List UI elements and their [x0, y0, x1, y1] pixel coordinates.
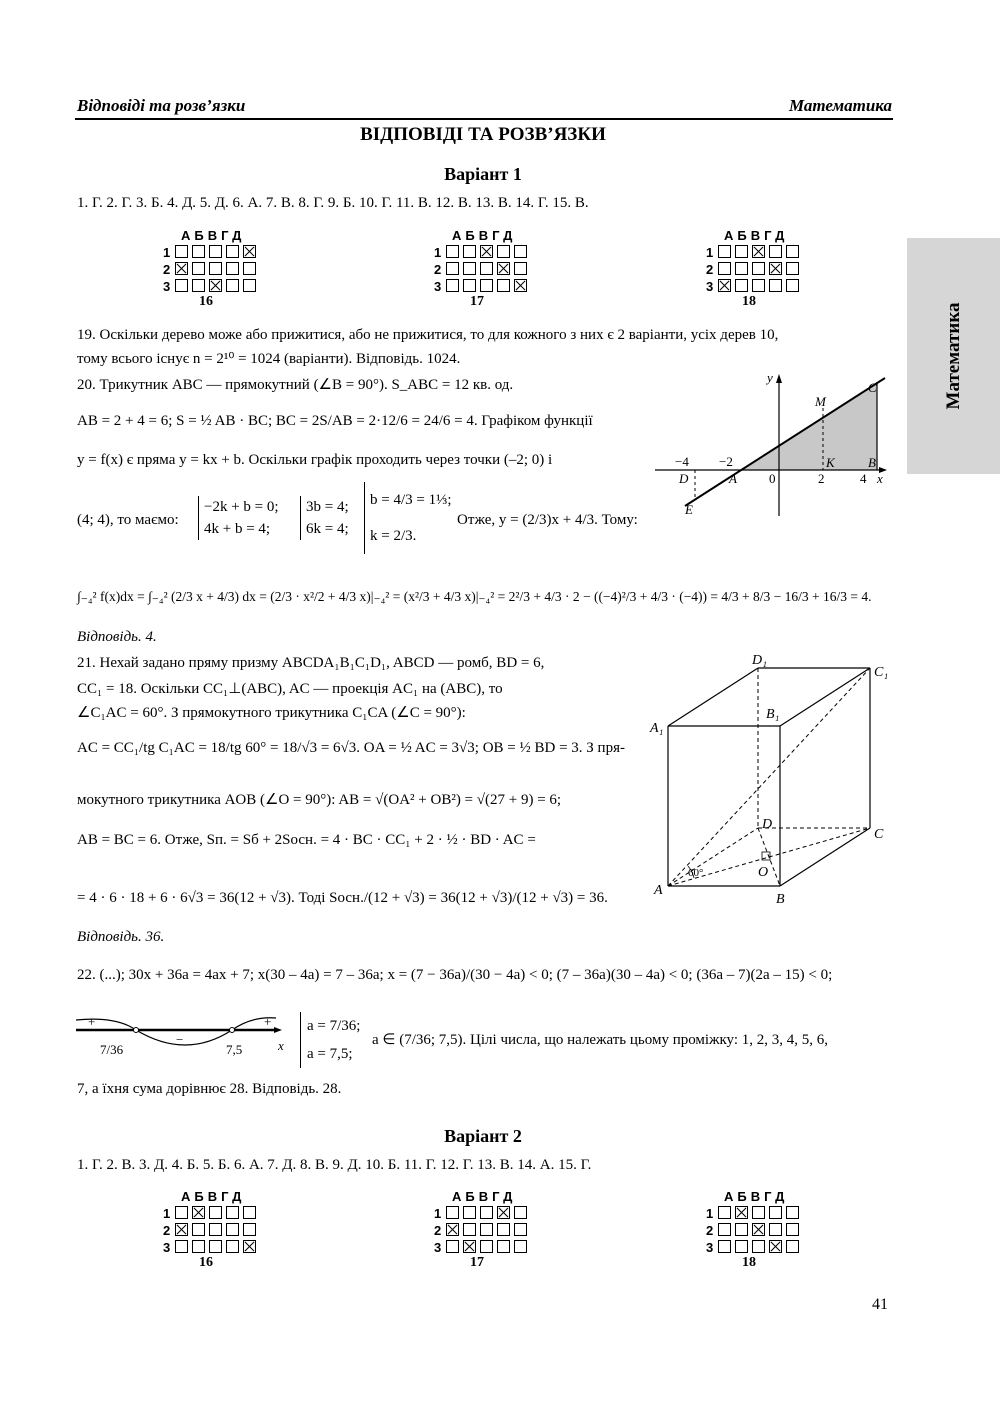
task21-line4: AC = CC₁/tg C₁AC = 18/tg 60° = 18/√3 = 6√3. OA = ½ AC = 3√3; OB = ½ BD = 3. З пря- [77, 740, 625, 756]
grid-row [434, 279, 534, 294]
task20-line4a: (4; 4), то маємо: [77, 512, 179, 528]
task20-system2 [300, 496, 349, 540]
interval-arrow [274, 1027, 282, 1033]
side-tab [907, 238, 1000, 474]
grid-box-marked [769, 262, 782, 275]
grid-box [735, 1240, 748, 1253]
grid-row-number: 2 [434, 1223, 442, 1238]
grid-row [706, 262, 806, 277]
grid-box-marked [446, 1223, 459, 1236]
grid-row-number: 3 [434, 1240, 442, 1255]
task20-line1: 20. Трикутник ABC — прямокутний (∠B = 90°). S_ABC = 12 кв. од. [77, 377, 514, 393]
grid-box [480, 1206, 493, 1219]
grid-box-marked [480, 245, 493, 258]
grid-box [175, 1206, 188, 1219]
grid-box [718, 1240, 731, 1253]
grid-box [769, 1206, 782, 1219]
grid-box [769, 1223, 782, 1236]
task20-answer: Відповідь. 4. [77, 629, 157, 645]
grid-letters: АБВГД [724, 1189, 789, 1204]
grid-box [192, 279, 205, 292]
grid-box [752, 1206, 765, 1219]
sys1-eq1: −2k + b = 0; [204, 499, 279, 515]
grid-box [175, 245, 188, 258]
label-C: C [868, 380, 877, 395]
grid-row-number: 3 [706, 279, 714, 294]
grid-row-number: 3 [163, 1240, 171, 1255]
edge-bc [780, 828, 870, 886]
grid-row [163, 245, 263, 260]
y-axis-arrow [776, 374, 782, 383]
grid-box [243, 1206, 256, 1219]
grid-box [226, 245, 239, 258]
task22-system [300, 1012, 360, 1068]
grid-box [226, 1240, 239, 1253]
grid-box [718, 245, 731, 258]
grid-box [209, 245, 222, 258]
grid-box [769, 245, 782, 258]
variant1-heading: Варіант 1 [444, 164, 522, 184]
grid-letters: АБВГД [181, 1189, 246, 1204]
grid-box [497, 279, 510, 292]
grid-box-marked [243, 245, 256, 258]
grid-box [446, 1206, 459, 1219]
diagonal-ac1 [668, 668, 870, 886]
grid-box-marked [514, 279, 527, 292]
sys3-eq1: b = 4/3 = 1⅓; [370, 492, 452, 508]
grid-box [209, 1223, 222, 1236]
edge-b1c1 [780, 668, 870, 726]
tick-2: 2 [818, 471, 825, 486]
grid-box [769, 279, 782, 292]
sys1-eq2: 4k + b = 4; [204, 521, 271, 537]
grid-box [718, 1223, 731, 1236]
grid-row [434, 1223, 534, 1238]
variant1-answers: 1. Г. 2. Г. 3. Б. 4. Д. 5. Д. 6. А. 7. В. 8. Г. 9. Б. 10. Г. 11. В. 12. В. 13. В. 14. Г. 15. В. [77, 195, 589, 211]
grid-row [163, 1240, 263, 1255]
interval-right-label: 7,5 [226, 1042, 243, 1057]
grid-row-number: 2 [706, 262, 714, 277]
task20-line3: y = f(x) є пряма y = kx + b. Оскільки графік проходить через точки (–2; 0) і [77, 452, 553, 468]
page-title: ВІДПОВІДІ ТА РОЗВ’ЯЗКИ [360, 124, 606, 145]
header-rule [75, 118, 893, 120]
grid-row [706, 1206, 806, 1221]
grid-box [514, 1240, 527, 1253]
sign-plus-left: + [88, 1014, 96, 1029]
grid-box [514, 1206, 527, 1219]
grid-row-number: 1 [163, 245, 171, 260]
grid-box-marked [769, 1240, 782, 1253]
grid-box [786, 1240, 799, 1253]
grid-row-number: 2 [163, 1223, 171, 1238]
grid-box-marked [209, 279, 222, 292]
grid-box [786, 1223, 799, 1236]
label-D1: D₁ [752, 653, 767, 668]
grid-box [446, 1240, 459, 1253]
grid-box [752, 1240, 765, 1253]
sys2-eq1: 3b = 4; [306, 499, 349, 515]
grid-box [446, 262, 459, 275]
grid-row [434, 245, 534, 260]
grid-row [706, 245, 806, 260]
grid-box [209, 262, 222, 275]
answer-grid-18 [706, 228, 816, 316]
task20-integral: ∫₋₄² f(x)dx = ∫₋₄² (2/3 x + 4/3) dx = (2/3 · x²/2 + 4/3 x)|₋₄² = (x²/3 + 4/3 x)|₋₄² = 2²/3 + 4/3 · 2 − ((−4)²/3 + 4/3 · (−4)) = 4/3 + 8/3 − 16/3 + 16/3 = 4. [77, 589, 872, 604]
tick-minus4: −4 [675, 454, 689, 469]
task21-line1: 21. Нехай задано пряму призму ABCDA₁B₁C₁D₁, ABCD — ромб, BD = 6, [77, 655, 545, 671]
grid-box [209, 1206, 222, 1219]
grid-box [514, 245, 527, 258]
grid-box [226, 1206, 239, 1219]
grid-box-marked [175, 1223, 188, 1236]
task19-line2: тому всього існує n = 2¹⁰ = 1024 (варіанти). Відповідь. 1024. [77, 351, 461, 367]
label-B: B [776, 892, 785, 907]
grid-letters: АБВГД [724, 228, 789, 243]
grid-row-number: 2 [706, 1223, 714, 1238]
grid-row-number: 1 [706, 1206, 714, 1221]
grid-row [706, 1223, 806, 1238]
task22-line3: 7, а їхня сума дорівнює 28. Відповідь. 28. [77, 1081, 342, 1097]
interval-axis-label: x [278, 1038, 284, 1053]
grid-box [463, 279, 476, 292]
grid-box [226, 1223, 239, 1236]
sign-plus-right: + [264, 1014, 272, 1029]
grid-task-number: 16 [199, 294, 213, 309]
grid-row-number: 3 [163, 279, 171, 294]
variant2-heading: Варіант 2 [444, 1126, 522, 1146]
grid-box [209, 1240, 222, 1253]
grid-box-marked [192, 1206, 205, 1219]
grid-box [735, 245, 748, 258]
point-left [134, 1028, 139, 1033]
grid-box [175, 1240, 188, 1253]
grid-box-marked [497, 262, 510, 275]
label-C1: C₁ [874, 665, 889, 680]
grid-box-marked [243, 1240, 256, 1253]
grid-box [463, 262, 476, 275]
prism-figure [648, 648, 898, 910]
label-origin: 0 [769, 471, 776, 486]
point-right [230, 1028, 235, 1033]
tick-4: 4 [860, 471, 867, 486]
label-D: D [679, 471, 689, 486]
grid-row-number: 3 [434, 279, 442, 294]
label-M: M [815, 394, 826, 409]
grid-box [752, 262, 765, 275]
grid-row-number: 1 [706, 245, 714, 260]
grid-task-number: 17 [470, 1255, 484, 1270]
grid-task-number: 18 [742, 294, 756, 309]
answer-grid-17-v2 [434, 1189, 544, 1277]
grid-box [786, 245, 799, 258]
grid-box [192, 245, 205, 258]
grid-box [497, 1223, 510, 1236]
grid-box-marked [752, 245, 765, 258]
variant2-answers: 1. Г. 2. В. 3. Д. 4. Б. 5. Б. 6. А. 7. Д. 8. В. 9. Д. 10. Б. 11. Г. 12. Г. 13. В. 14. А. 15. Г. [77, 1157, 592, 1173]
label-B1: B₁ [766, 707, 780, 722]
task22-line2: a ∈ (7/36; 7,5). Цілі числа, що належать цьому проміжку: 1, 2, 3, 4, 5, 6, [372, 1032, 828, 1048]
label-K: K [826, 455, 835, 470]
grid-letters: АБВГД [452, 228, 517, 243]
task20-system1 [198, 496, 279, 540]
grid-box [480, 262, 493, 275]
interval-left-label: 7/36 [100, 1042, 124, 1057]
task20-line4b: Отже, y = (2/3)x + 4/3. Тому: [457, 512, 638, 528]
t22-eq2: a = 7,5; [307, 1046, 353, 1062]
label-x: x [877, 471, 883, 486]
grid-box [497, 1240, 510, 1253]
grid-box [463, 245, 476, 258]
grid-box [480, 279, 493, 292]
grid-task-number: 18 [742, 1255, 756, 1270]
grid-row-number: 3 [706, 1240, 714, 1255]
grid-box [514, 1223, 527, 1236]
grid-box [497, 245, 510, 258]
task21-line6: AB = BC = 6. Отже, Sп. = Sб + 2Sосн. = 4 · BC · CC₁ + 2 · ½ · BD · AC = [77, 832, 536, 848]
grid-box [192, 1240, 205, 1253]
task21-line3: ∠C₁AC = 60°. З прямокутного трикутника C₁CA (∠C = 90°): [77, 705, 466, 721]
grid-box [735, 1223, 748, 1236]
grid-box [192, 1223, 205, 1236]
label-C: C [874, 827, 884, 842]
label-E: E [685, 502, 693, 517]
page-number: 41 [872, 1296, 888, 1313]
grid-box [175, 279, 188, 292]
label-y: y [767, 370, 773, 385]
grid-box [514, 262, 527, 275]
interval-diagram [76, 1012, 288, 1062]
grid-box [735, 262, 748, 275]
task21-line2: CC₁ = 18. Оскільки CC₁⊥(ABC), AC — проекція AC₁ на (ABC), то [77, 681, 503, 697]
header-left: Відповіді та розв’язки [77, 96, 246, 115]
task20-graph [655, 368, 900, 518]
grid-row-number: 1 [163, 1206, 171, 1221]
header-right: Математика [788, 96, 892, 115]
grid-box [463, 1223, 476, 1236]
grid-box-marked [718, 279, 731, 292]
sign-minus: − [176, 1032, 184, 1047]
grid-task-number: 17 [470, 294, 484, 309]
grid-box [446, 279, 459, 292]
task22-line1: 22. (...); 30x + 36a = 4ax + 7; x(30 – 4a) = 7 – 36a; x = (7 − 36a)/(30 − 4a) < 0; (7 – 36a)(30 – 4a) < 0; (36a – 7)(2a – 15) < 0; [77, 967, 833, 983]
grid-row [163, 1223, 263, 1238]
sys3-eq2: k = 2/3. [370, 528, 417, 544]
grid-box-marked [463, 1240, 476, 1253]
grid-box-marked [175, 262, 188, 275]
grid-box [718, 1206, 731, 1219]
grid-box [226, 262, 239, 275]
label-D: D [762, 817, 773, 832]
label-A: A [729, 471, 737, 486]
grid-box [446, 245, 459, 258]
label-A1: A₁ [650, 721, 664, 736]
grid-row-number: 1 [434, 1206, 442, 1221]
label-A: A [654, 883, 663, 898]
grid-box [718, 262, 731, 275]
grid-row [163, 262, 263, 277]
label-B: B [868, 455, 876, 470]
answer-grid-16 [163, 228, 273, 316]
grid-box [463, 1206, 476, 1219]
grid-row-number: 1 [434, 245, 442, 260]
grid-box [735, 279, 748, 292]
grid-box [243, 262, 256, 275]
answer-grid-18-v2 [706, 1189, 816, 1277]
grid-box-marked [497, 1206, 510, 1219]
grid-box [243, 279, 256, 292]
grid-box-marked [752, 1223, 765, 1236]
grid-box [786, 279, 799, 292]
grid-row [434, 262, 534, 277]
tick-minus2: −2 [719, 454, 733, 469]
answer-grid-16-v2 [163, 1189, 273, 1277]
answer-grid-17 [434, 228, 544, 316]
grid-row [434, 1206, 534, 1221]
grid-row [163, 279, 263, 294]
grid-box [480, 1240, 493, 1253]
grid-box [786, 1206, 799, 1219]
grid-box [786, 262, 799, 275]
label-angle: 60° [688, 867, 704, 879]
grid-task-number: 16 [199, 1255, 213, 1270]
edge-a1d1 [668, 668, 758, 726]
grid-row [434, 1240, 534, 1255]
grid-box [192, 262, 205, 275]
task21-answer: Відповідь. 36. [77, 929, 165, 945]
label-O: O [758, 865, 769, 880]
grid-row [163, 1206, 263, 1221]
grid-box [226, 279, 239, 292]
grid-box [480, 1223, 493, 1236]
grid-box [243, 1223, 256, 1236]
grid-box-marked [735, 1206, 748, 1219]
sys2-eq2: 6k = 4; [306, 521, 349, 537]
task20-line2: AB = 2 + 4 = 6; S = ½ AB · BC; BC = 2S/AB = 2·12/6 = 24/6 = 4. Графіком функції [77, 413, 593, 429]
t22-eq1: a = 7/36; [307, 1018, 361, 1034]
grid-row-number: 2 [434, 262, 442, 277]
side-tab-label: Математика [942, 302, 964, 410]
grid-row-number: 2 [163, 262, 171, 277]
grid-box [752, 279, 765, 292]
grid-row [706, 279, 806, 294]
grid-letters: АБВГД [452, 1189, 517, 1204]
grid-row [706, 1240, 806, 1255]
task19-line1: 19. Оскільки дерево може або прижитися, або не прижитися, то для кожного з них є 2 варіанти, усіх дерев 10, [77, 327, 779, 343]
grid-letters: АБВГД [181, 228, 246, 243]
task21-line7: = 4 · 6 · 18 + 6 · 6√3 = 36(12 + √3). Тоді Sосн./(12 + √3) = 36(12 + √3)/(12 + √3) = 36. [77, 890, 608, 906]
task21-line5: мокутного трикутника AOB (∠O = 90°): AB = √(OA² + OB²) = √(27 + 9) = 6; [77, 792, 562, 808]
task20-system3 [364, 482, 452, 554]
